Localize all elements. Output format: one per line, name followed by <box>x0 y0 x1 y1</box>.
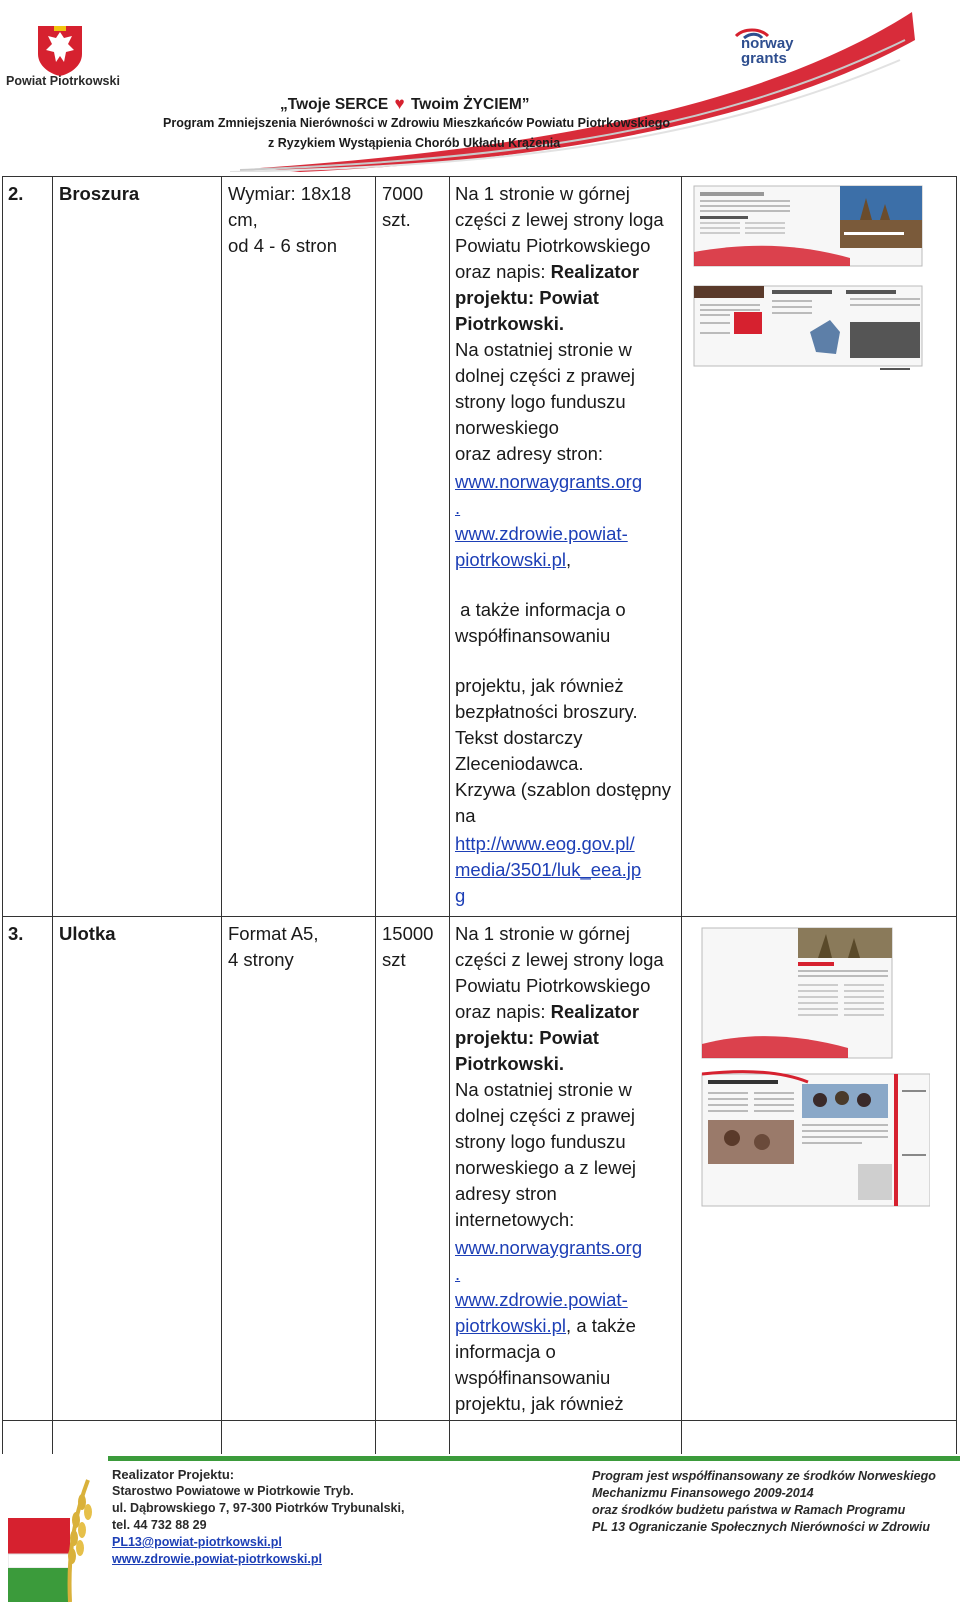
desc-text: , <box>566 549 572 570</box>
format-line: od 4 - 6 stron <box>228 235 338 256</box>
campaign-title <box>280 94 530 114</box>
desc-line: projektu: Powiat <box>455 287 599 308</box>
cofinancing-line: Mechanizmu Finansowego 2009-2014 <box>592 1486 814 1500</box>
desc-link-line[interactable] <box>455 857 671 883</box>
zdrowie-link[interactable]: www.zdrowie.powiat- <box>455 523 628 544</box>
table-border-left <box>2 176 3 1454</box>
powiat-crest-logo <box>36 24 84 76</box>
desc-line: części z lewej strony loga <box>455 949 664 970</box>
page-footer <box>0 1456 960 1610</box>
realizator-title: Realizator Projektu: <box>112 1467 235 1482</box>
materials-table <box>2 176 957 1454</box>
desc-line: Zleceniodawca. <box>455 753 584 774</box>
table-divider-4 <box>449 176 450 1454</box>
desc-link-line[interactable] <box>455 1313 664 1339</box>
item-quantity <box>382 921 433 973</box>
desc-link-line[interactable] <box>455 1235 664 1261</box>
cofinancing-line: Program jest współfinansowany ze środków Norweskiego <box>592 1469 936 1483</box>
realizator-line: ul. Dąbrowskiego 7, 97-300 Piotrków Trybunalski, <box>112 1501 405 1515</box>
program-title-line1: Program Zmniejszenia Nierówności w Zdrowiu Mieszkańców Powiatu Piotrkowskiego <box>163 116 671 130</box>
grants-word: grants <box>741 50 787 67</box>
project-emblem-logo <box>8 1472 104 1604</box>
zdrowie-link-cont[interactable]: piotrkowski.pl <box>455 1315 567 1336</box>
quantity-line: szt. <box>382 209 411 230</box>
format-line: Format A5, <box>228 923 319 944</box>
desc-line: Tekst dostarczy <box>455 727 583 748</box>
heart-icon: ♥ <box>394 94 405 113</box>
desc-text: oraz napis: <box>455 261 551 282</box>
table-divider-5 <box>681 176 682 1454</box>
norwaygrants-link[interactable]: www.norwaygrants.org <box>455 1237 643 1258</box>
desc-link-line[interactable] <box>455 521 671 547</box>
desc-link-line[interactable] <box>455 495 671 521</box>
campaign-title-part1: „Twoje SERCE <box>280 96 389 113</box>
desc-line: projektu, jak również <box>455 675 624 696</box>
row-number: 2. <box>8 183 24 204</box>
desc-text: , a także <box>566 1315 636 1336</box>
item-name: Broszura <box>59 183 140 204</box>
desc-line: współfinansowaniu <box>455 1367 611 1388</box>
norwaygrants-link-cont[interactable]: . <box>455 497 461 518</box>
desc-bold-text: Realizator <box>550 261 640 282</box>
item-name: Ulotka <box>59 923 116 944</box>
format-line: Wymiar: 18x18 <box>228 183 352 204</box>
desc-line: części z lewej strony loga <box>455 209 664 230</box>
table-divider-3 <box>375 176 376 1454</box>
norwaygrants-link-cont[interactable]: . <box>455 1263 461 1284</box>
eog-link-end[interactable]: g <box>455 885 466 906</box>
quantity-line: 15000 <box>382 923 434 944</box>
desc-line: projektu, jak również <box>455 1393 624 1414</box>
cofinancing-line: PL 13 Ograniczanie Społecznych Nierówności w Zdrowiu <box>592 1520 931 1534</box>
desc-line: strony logo funduszu <box>455 391 626 412</box>
item-format <box>228 181 351 259</box>
norway-word: norway <box>741 35 794 52</box>
norwaygrants-link[interactable]: www.norwaygrants.org <box>455 471 643 492</box>
desc-line: norweskiego <box>455 417 559 438</box>
leaflet-preview-image <box>698 924 930 1214</box>
desc-line: Na 1 stronie w górnej <box>455 923 630 944</box>
desc-line: dolnej części z prawej <box>455 1105 635 1126</box>
table-border-top <box>2 176 957 177</box>
format-line: 4 strony <box>228 949 294 970</box>
quantity-line: szt <box>382 949 406 970</box>
desc-line: Na ostatniej stronie w <box>455 339 632 360</box>
desc-link-line[interactable] <box>455 1261 664 1287</box>
desc-text: oraz napis: <box>455 1001 551 1022</box>
desc-line: Powiatu Piotrkowskiego <box>455 235 651 256</box>
brochure-preview-image <box>690 182 926 378</box>
desc-line: oraz adresy stron: <box>455 443 604 464</box>
desc-line: Na 1 stronie w górnej <box>455 183 630 204</box>
item-description <box>455 921 664 1417</box>
realizator-web-link[interactable]: www.zdrowie.powiat-piotrkowski.pl <box>112 1552 322 1566</box>
cofinancing-line: oraz środków budżetu państwa w Ramach Programu <box>592 1503 906 1517</box>
page-header <box>0 0 960 172</box>
desc-link-line[interactable] <box>455 547 671 573</box>
realizator-info <box>112 1466 404 1568</box>
item-quantity <box>382 181 423 233</box>
eog-link[interactable]: http://www.eog.gov.pl/ <box>455 833 635 854</box>
realizator-phone: tel. 44 732 88 29 <box>112 1518 207 1532</box>
format-line: cm, <box>228 209 258 230</box>
quantity-line: 7000 <box>382 183 424 204</box>
footer-green-bar <box>108 1456 960 1461</box>
campaign-title-part2: Twoim ŻYCIEM” <box>410 96 530 113</box>
program-title-line2: z Ryzykiem Wystąpienia Chorób Układu Krążenia <box>268 136 561 150</box>
table-divider-2 <box>221 176 222 1454</box>
desc-line: współfinansowaniu <box>455 625 611 646</box>
desc-line: Powiatu Piotrkowskiego <box>455 975 651 996</box>
desc-link-line[interactable] <box>455 883 671 909</box>
cofinancing-note <box>592 1468 936 1536</box>
desc-line <box>455 259 671 285</box>
desc-link-line[interactable] <box>455 831 671 857</box>
item-description <box>455 181 671 909</box>
table-border-bottom <box>2 1420 957 1421</box>
desc-line: Na ostatniej stronie w <box>455 1079 632 1100</box>
table-divider-1 <box>52 176 53 1454</box>
desc-line: internetowych: <box>455 1209 575 1230</box>
zdrowie-link-cont[interactable]: piotrkowski.pl <box>455 549 567 570</box>
desc-line: a także informacja o <box>455 599 626 620</box>
desc-line: projektu: Powiat <box>455 1027 599 1048</box>
realizator-line: Starostwo Powiatowe w Piotrkowie Tryb. <box>112 1484 354 1498</box>
zdrowie-link[interactable]: www.zdrowie.powiat- <box>455 1289 628 1310</box>
row-number: 3. <box>8 923 24 944</box>
desc-link-line[interactable] <box>455 469 671 495</box>
desc-line: Piotrkowski. <box>455 313 564 334</box>
desc-line: strony logo funduszu <box>455 1131 626 1152</box>
desc-line: Krzywa (szablon dostępny <box>455 779 671 800</box>
desc-line: Piotrkowski. <box>455 1053 564 1074</box>
desc-line <box>455 999 664 1025</box>
desc-line: na <box>455 805 476 826</box>
table-border-right <box>956 176 957 1454</box>
item-format <box>228 921 318 973</box>
desc-line: adresy stron <box>455 1183 557 1204</box>
desc-line: informacja o <box>455 1341 556 1362</box>
desc-line: dolnej części z prawej <box>455 365 635 386</box>
county-name: Powiat Piotrkowski <box>6 74 120 88</box>
desc-bold-text: Realizator <box>550 1001 640 1022</box>
norway-grants-logo-text <box>741 36 794 66</box>
table-row-divider <box>2 916 957 917</box>
desc-line: norweskiego a z lewej <box>455 1157 636 1178</box>
eog-link-cont[interactable]: media/3501/luk_eea.jp <box>455 859 642 880</box>
desc-link-line[interactable] <box>455 1287 664 1313</box>
realizator-email-link[interactable]: PL13@powiat-piotrkowski.pl <box>112 1535 282 1549</box>
desc-line: bezpłatności broszury. <box>455 701 638 722</box>
